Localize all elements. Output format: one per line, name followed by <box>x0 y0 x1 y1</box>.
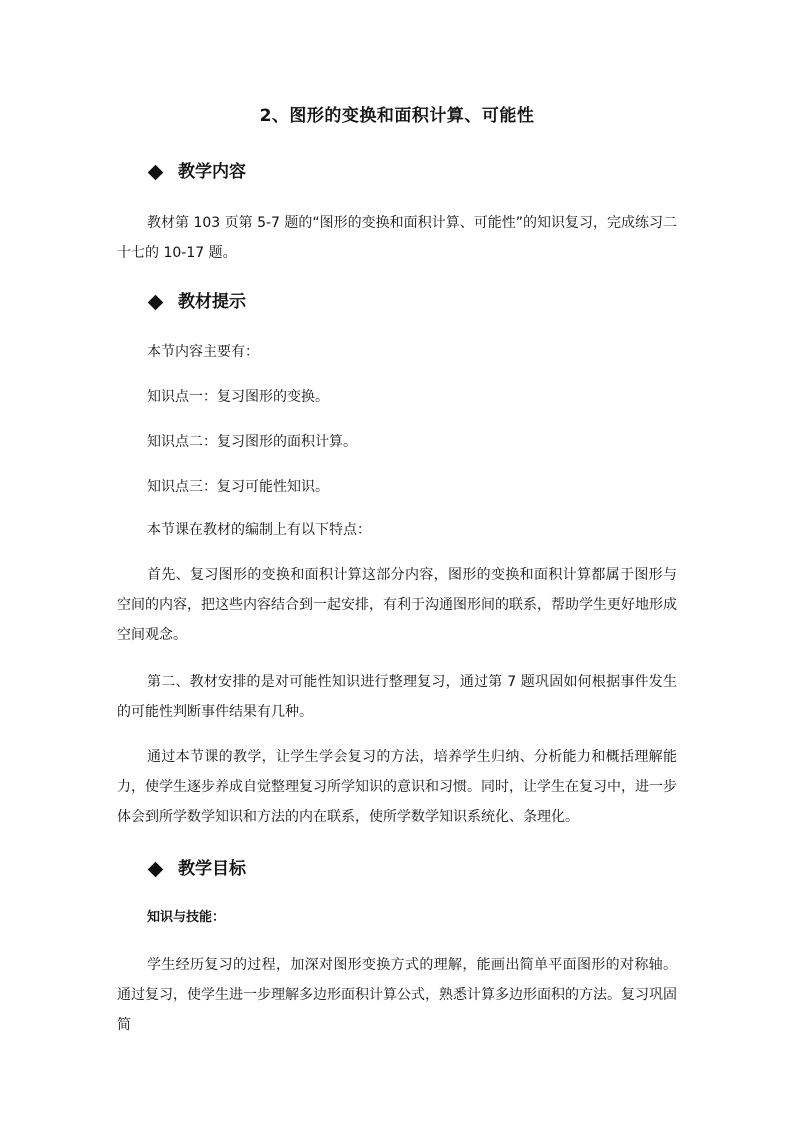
knowledge-point-3: 知识点三：复习可能性知识。 <box>147 479 329 495</box>
section-heading-content <box>148 160 246 184</box>
section-heading-label: 教材提示 <box>178 292 246 312</box>
section-heading-goals <box>148 857 246 881</box>
goals-subheading: 知识与技能： <box>147 910 226 925</box>
section-heading-hints <box>148 290 246 314</box>
knowledge-point-1: 知识点一：复习图形的变换。 <box>147 389 329 405</box>
features-intro: 本节课在教材的编制上有以下特点： <box>147 522 371 538</box>
feature-paragraph-2: 第二、教材安排的是对可能性知识进行整理复习，通过第 7 题巩固如何根据事件发生的可能性判断事件结果有几种。 <box>117 674 677 720</box>
feature-paragraph-1: 首先、复习图形的变换和面积计算这部分内容，图形的变换和面积计算都属于图形与空间的内容，把这些内容结合到一起安排，有利于沟通图形间的联系，帮助学生更好地形成空间观念。 <box>117 567 677 643</box>
section-heading-label: 教学内容 <box>178 162 246 182</box>
knowledge-point-2: 知识点二：复习图形的面积计算。 <box>147 434 357 450</box>
feature-paragraph-3: 通过本节课的教学，让学生学会复习的方法，培养学生归纳、分析能力和概括理解能力，使学生逐步养成自觉整理复习所学知识的意识和习惯。同时，让学生在复习中，进一步体会到所学数学知识和方法的内在联系，使所学数学知识系统化、条理化。 <box>117 749 677 825</box>
diamond-bullet-icon <box>148 861 164 877</box>
goals-paragraph: 学生经历复习的过程，加深对图形变换方式的理解，能画出简单平面图形的对称轴。通过复习，使学生进一步理解多边形面积计算公式，熟悉计算多边形面积的方法。复习巩固简 <box>117 957 677 1033</box>
diamond-bullet-icon <box>148 294 164 310</box>
page-title: 2、图形的变换和面积计算、可能性 <box>259 106 535 126</box>
diamond-bullet-icon <box>148 164 164 180</box>
content-paragraph: 教材第 103 页第 5-7 题的“图形的变换和面积计算、可能性”的知识复习，完成练习二十七的 10-17 题。 <box>117 215 677 261</box>
section-heading-label: 教学目标 <box>178 859 246 879</box>
hints-intro: 本节内容主要有： <box>147 344 259 360</box>
